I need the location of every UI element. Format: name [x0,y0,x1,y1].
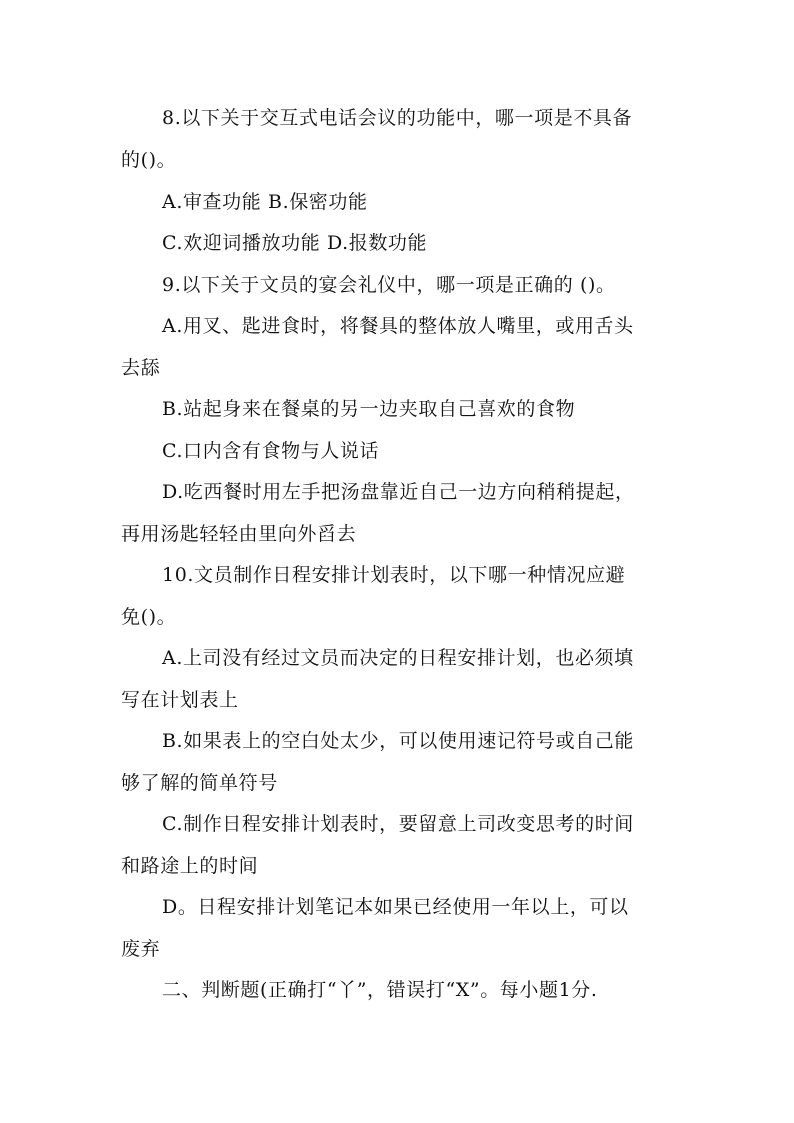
question-10-option-d-cont: 废弃 [121,938,161,960]
question-10-option-a: A.上司没有经过文员而决定的日程安排计划，也必须填 [162,647,634,669]
question-8-options-ab: A.审查功能 B.保密功能 [162,191,368,213]
question-10-option-b: B.如果表上的空白处太少，可以使用速记符号或自己能 [162,730,635,752]
question-10-option-d: D。日程安排计划笔记本如果已经使用一年以上，可以 [162,896,629,918]
question-10-stem: 10.文员制作日程安排计划表时，以下哪一种情况应避 [162,564,626,586]
question-9-option-a-cont: 去舔 [121,357,161,379]
question-8-stem-cont: 的()。 [121,149,177,171]
question-8-stem: 8.以下关于交互式电话会议的功能中，哪一项是不具备 [162,107,633,129]
question-10-option-a-cont: 写在计划表上 [121,689,239,711]
question-9-option-d: D.吃西餐时用左手把汤盘靠近自己一边方向稍稍提起， [162,481,635,503]
question-10-stem-cont: 免()。 [121,606,177,628]
question-9-option-b: B.站起身来在餐桌的另一边夹取自己喜欢的食物 [162,398,576,420]
section-heading-true-false: 二、判断题(正确打“丫”，错误打“X”。每小题1分. [162,979,598,1001]
question-10-option-c-cont: 和路途上的时间 [121,855,259,877]
question-9-stem: 9.以下关于文员的宴会礼仪中，哪一项是正确的 ()。 [162,274,616,296]
question-9-option-c: C.口内含有食物与人说话 [162,440,380,462]
question-9-option-d-cont: 再用汤匙轻轻由里向外舀去 [121,523,357,545]
question-10-option-c: C.制作日程安排计划表时，要留意上司改变思考的时间 [162,813,634,835]
question-9-option-a: A.用叉、匙进食时，将餐具的整体放人嘴里，或用舌头 [162,315,634,337]
question-10-option-b-cont: 够了解的简单符号 [121,772,278,794]
question-8-options-cd: C.欢迎词播放功能 D.报数功能 [162,232,428,254]
